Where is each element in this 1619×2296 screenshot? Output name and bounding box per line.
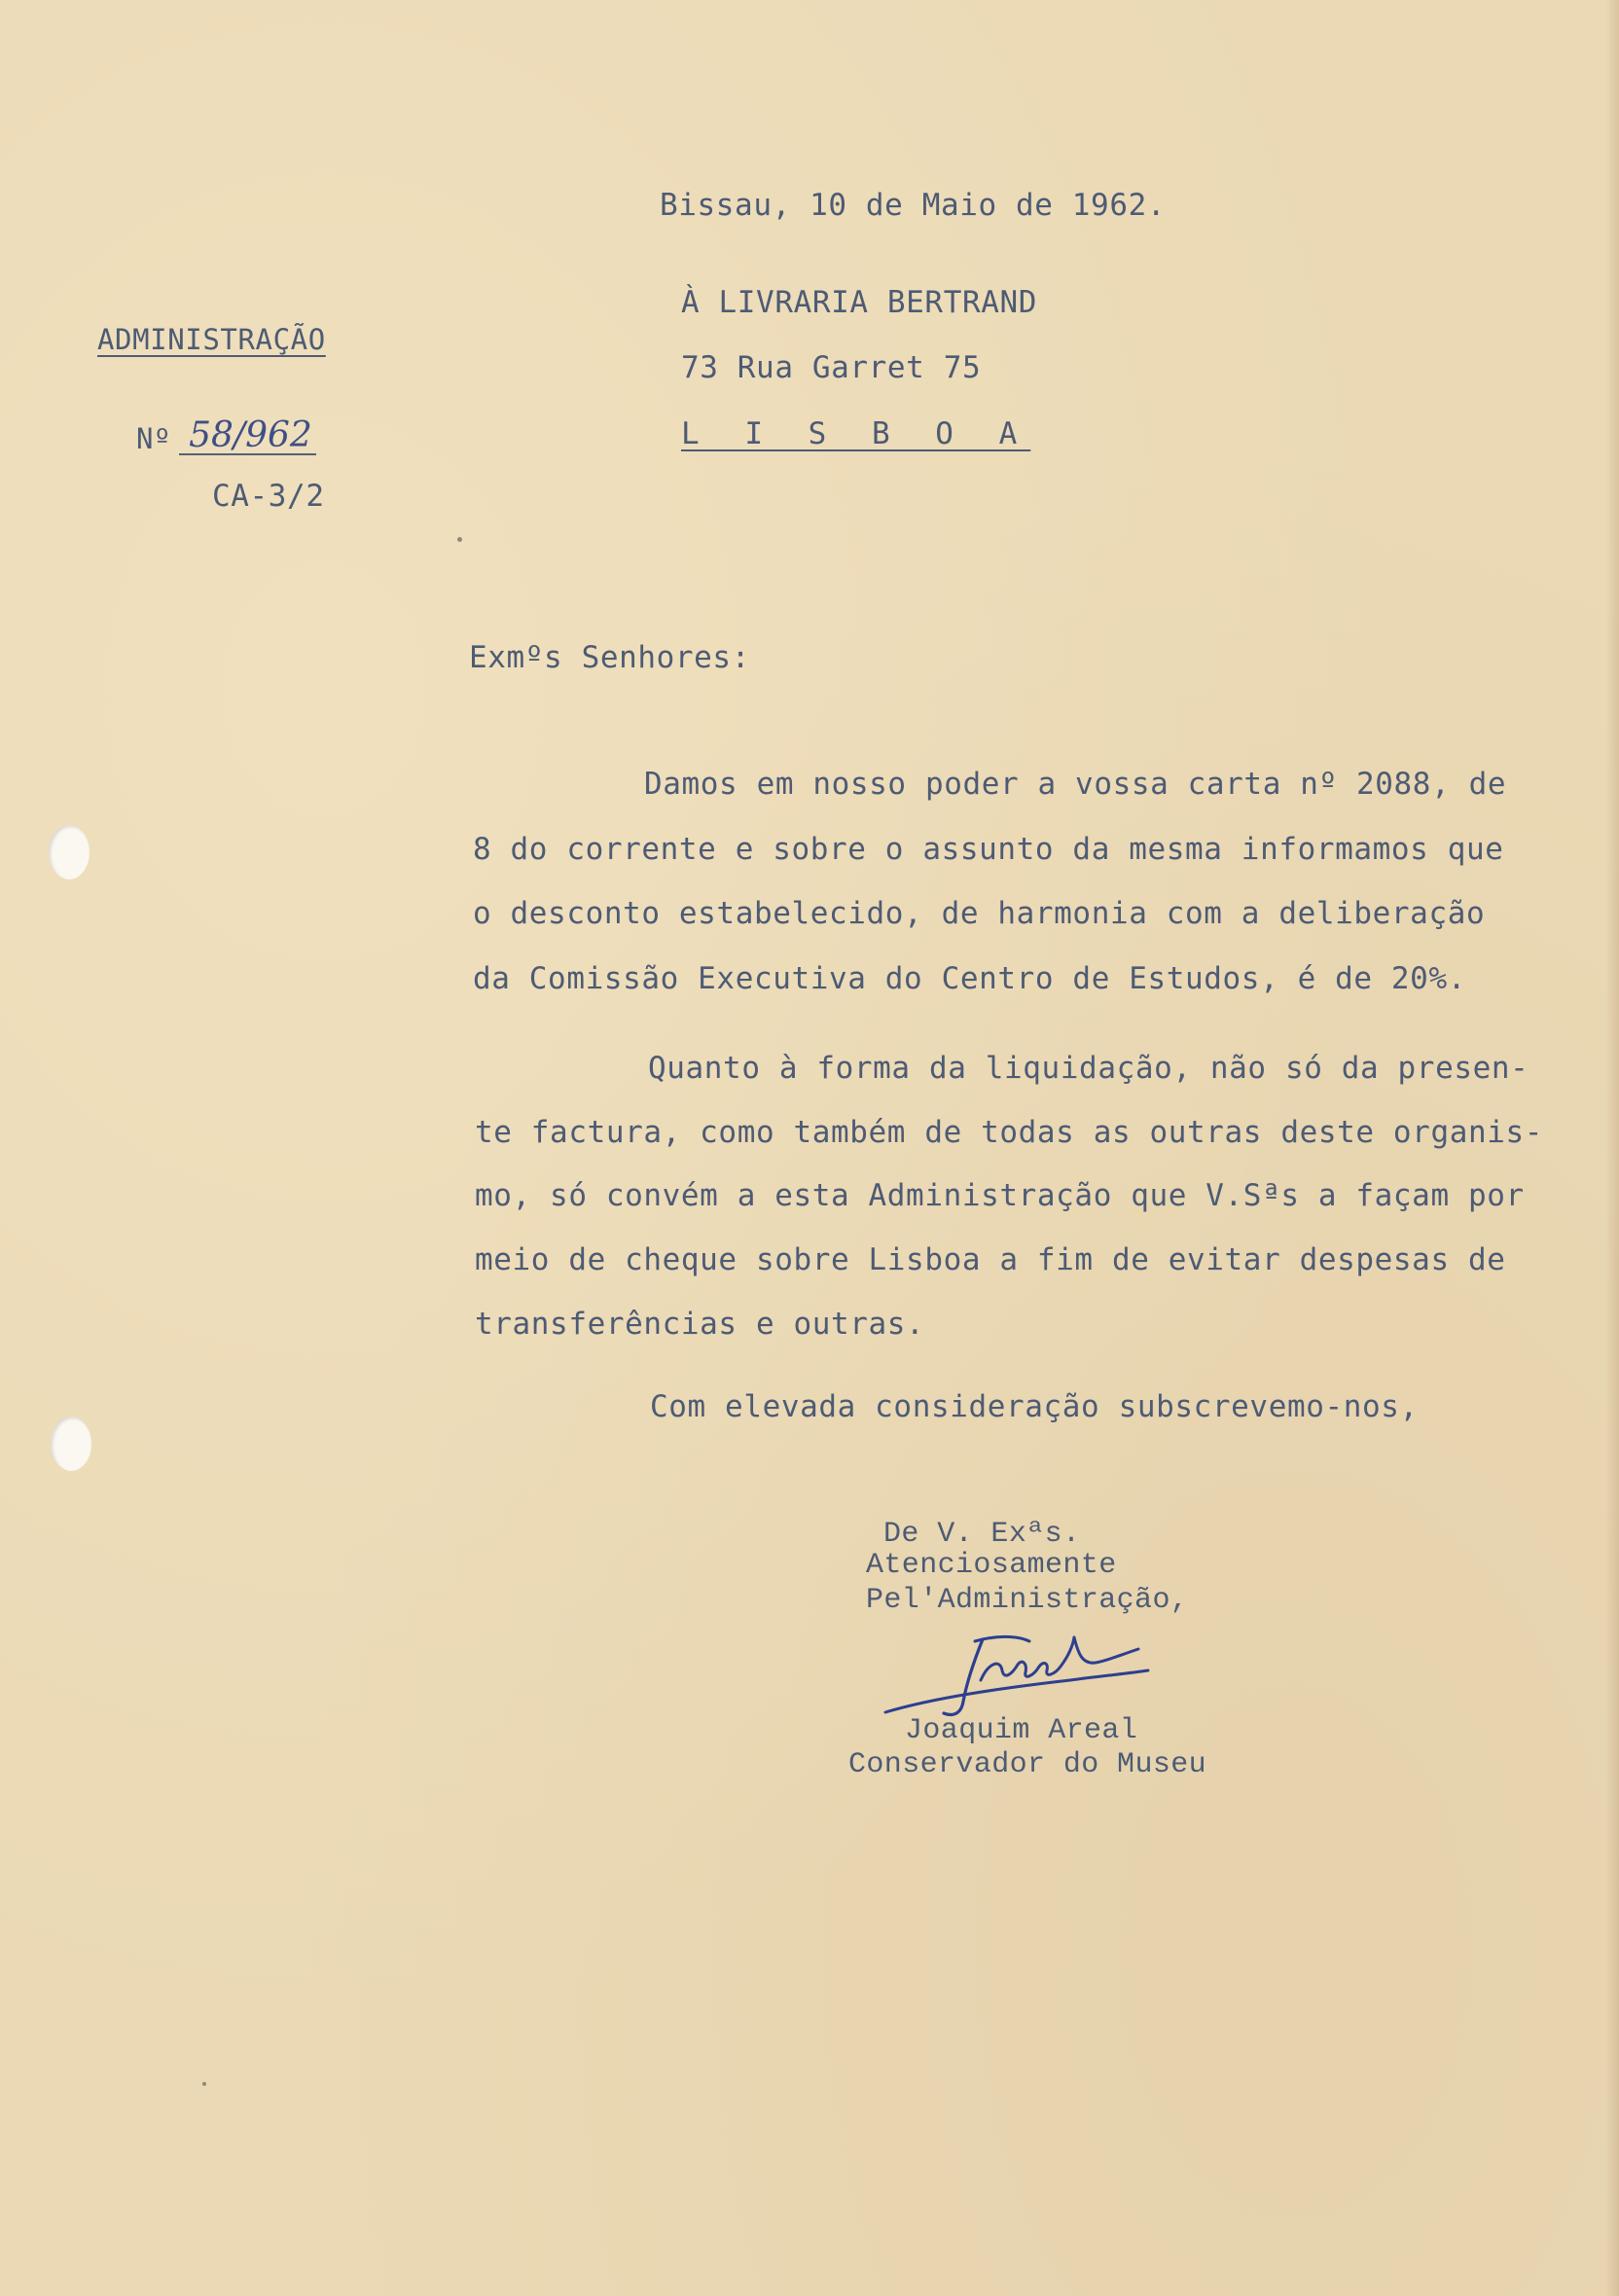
body-p2-line-3: mo, só convém a esta Administração que V.Sªs a façam por	[475, 1178, 1525, 1213]
handwritten-signature	[866, 1620, 1177, 1737]
paper-speck	[202, 2082, 206, 2086]
paper-speck	[457, 537, 462, 542]
reference-code: CA-3/2	[212, 479, 325, 514]
recipient-city: L I S B O A	[681, 416, 1031, 451]
body-p1-line-3: o desconto estabelecido, de harmonia com a deliberação	[473, 896, 1486, 931]
recipient-name: À LIVRARIA BERTRAND	[681, 285, 1038, 320]
reference-number-prefix: Nº	[136, 422, 172, 455]
body-p1-line-2: 8 do corrente e sobre o assunto da mesma informamos que	[473, 832, 1504, 867]
paper-edge-shadow	[1605, 0, 1619, 2296]
body-p2-line-2: te factura, como também de todas as outras deste organis-	[475, 1115, 1544, 1150]
signatory-name: Joaquim Areal	[905, 1714, 1138, 1747]
reference-number-handwritten: 58/962	[179, 418, 316, 455]
signature-line-1: De V. Exªs.	[883, 1518, 1081, 1551]
punch-hole-bottom	[51, 1417, 91, 1471]
body-p1-line-4: da Comissão Executiva do Centro de Estudos, é de 20%.	[473, 961, 1466, 996]
signatory-title: Conservador do Museu	[848, 1748, 1207, 1781]
body-p2-line-1: Quanto à forma da liquidação, não só da presen-	[648, 1051, 1529, 1086]
closing-line: Com elevada consideração subscrevemo-nos,	[650, 1389, 1419, 1424]
recipient-street: 73 Rua Garret 75	[681, 350, 982, 385]
signature-line-2: Atenciosamente	[866, 1549, 1117, 1582]
body-p2-line-5: transferências e outras.	[475, 1307, 925, 1342]
reference-number	[136, 415, 316, 455]
punch-hole-top	[49, 825, 90, 879]
signature-line-3: Pel'Administração,	[866, 1584, 1189, 1617]
salutation: Exmºs Senhores:	[469, 640, 750, 675]
body-p1-line-1: Damos em nosso poder a vossa carta nº 2088, de	[644, 767, 1507, 802]
department-heading: ADMINISTRAÇÃO	[97, 323, 326, 356]
place-date: Bissau, 10 de Maio de 1962.	[660, 188, 1167, 223]
body-p2-line-4: meio de cheque sobre Lisboa a fim de evitar despesas de	[475, 1242, 1506, 1277]
